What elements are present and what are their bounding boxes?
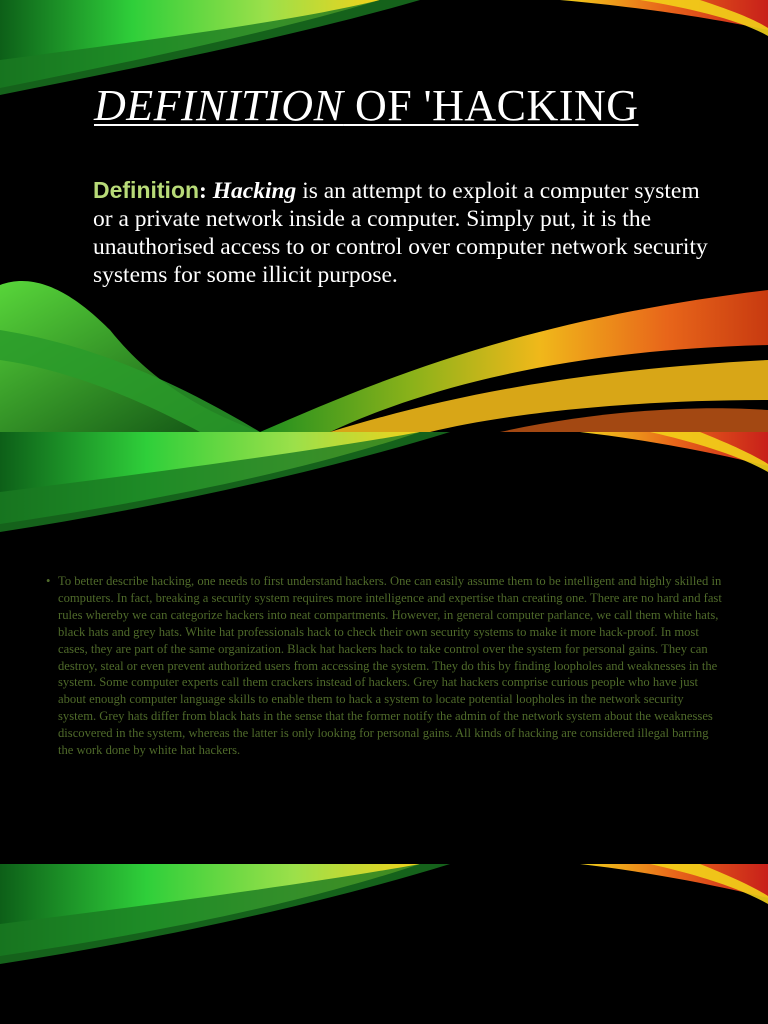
definition-label: Definition bbox=[93, 177, 200, 203]
slide-background-swooshes bbox=[0, 864, 768, 1024]
definition-term: Hacking bbox=[212, 178, 297, 204]
definition-colon: : bbox=[199, 178, 207, 204]
bullet-marker: • bbox=[46, 574, 51, 588]
bullet-list bbox=[46, 573, 722, 759]
slide-title bbox=[94, 80, 639, 131]
title-italic-part: DEFINITION bbox=[94, 81, 344, 130]
slide-hackers-description bbox=[0, 432, 768, 864]
definition-body: is an attempt to exploit a computer system or a private network inside a computer. Simply put, it is the unauthorised access to or control over computer network security systems for some illicit purpose. bbox=[93, 178, 708, 288]
hackers-paragraph: To better describe hacking, one needs to first understand hackers. One can easily assume them to be intelligent and highly skilled in computers. In fact, breaking a security system requires more intelligence and expertise than creating one. There are no hard and fast rules whereby we can categorize hackers into neat compartments. However, in general computer parlance, we call them white hats, black hats and grey hats. White hat professionals hack to check their own security systems to make it more hack-proof. In most cases, they are part of the same organization. Black hat hackers hack to take control over the system for personal gains. They can destroy, steal or even prevent authorized users from accessing the system. They do this by finding loopholes and weaknesses in the system. Some computer experts call them crackers instead of hackers. Grey hat hackers comprise curious people who have just about enough computer language skills to enable them to hack a system to locate potential loopholes in the network security system. Grey hats differ from black hats in the sense that the former notify the admin of the network system about the weaknesses discovered in the system, whereas the latter is only looking for personal gains. All kinds of hacking are considered illegal barring the work done by white hat hackers. bbox=[58, 574, 722, 758]
slide-third-partial bbox=[0, 864, 768, 1024]
list-item bbox=[46, 573, 722, 759]
title-rest-part: OF 'HACKING bbox=[343, 81, 639, 130]
definition-paragraph bbox=[93, 176, 713, 289]
slide-definition bbox=[0, 0, 768, 432]
